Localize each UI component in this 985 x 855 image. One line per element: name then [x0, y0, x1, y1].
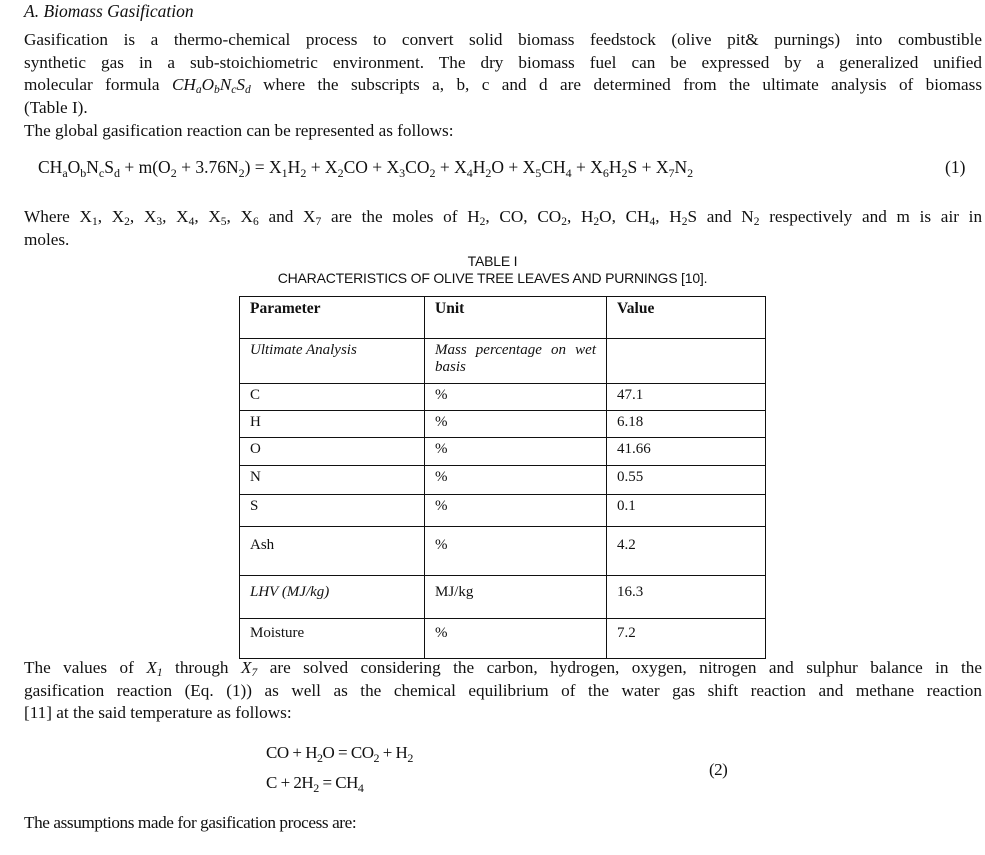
table-cell-parameter: C — [240, 384, 425, 411]
table-row — [240, 619, 766, 659]
table-cell-unit: MJ/kg — [425, 576, 607, 619]
table-row — [240, 576, 766, 619]
table-caption: CHARACTERISTICS OF OLIVE TREE LEAVES AND PURNINGS [10]. — [277, 270, 708, 286]
equation-2-methanation: $C + 2H_2 = CH_4$ — [266, 773, 364, 795]
table-cell-value: 16.3 — [607, 576, 766, 619]
equation-2-water-gas-shift: CO + $H_2O = CO_2 + H_2$ — [266, 743, 413, 765]
equation-2-number: (2) — [709, 760, 728, 779]
paragraph-assumptions: The assumptions made for gasification process are: — [24, 813, 357, 832]
table-cell-value: 41.66 — [607, 438, 766, 466]
table-row — [240, 411, 766, 438]
table-cell-parameter: LHV (MJ/kg) — [240, 576, 425, 619]
paragraph-line: Gasification is a thermo-chemical process to convert solid biomass feedstock (olive pit& purnings) into combustible — [24, 30, 982, 49]
table-cell-parameter: O — [240, 438, 425, 466]
table-cell-value: 4.2 — [607, 527, 766, 576]
table-subheader-row — [240, 339, 766, 384]
paragraph-line: moles. — [24, 229, 70, 249]
paragraph-line: gasification reaction (Eq. (1)) as well as the chemical equilibrium of the water gas shift reaction and methane reaction — [24, 680, 982, 700]
column-header-unit: Unit — [425, 297, 607, 339]
table-cell-unit: % — [425, 466, 607, 495]
table-title: TABLE I — [467, 253, 518, 269]
table-cell-value: 6.18 — [607, 411, 766, 438]
table-cell-unit: % — [425, 411, 607, 438]
paragraph-line: synthetic gas in a sub-stoichiometric environment. The dry biomass fuel can be expressed by a generalized unified — [24, 52, 982, 72]
table-cell-value: 0.1 — [607, 495, 766, 527]
table-cell-parameter: Ash — [240, 527, 425, 576]
table-cell-unit: % — [425, 438, 607, 466]
table-cell-parameter: Ultimate Analysis — [240, 339, 425, 384]
paragraph-line-formula: molecular formula $CH_aO_bN_cS_d$ where the subscripts a, b, c and d are determined from the ultimate analysis of biomass — [24, 75, 983, 96]
table-cell-value: 0.55 — [607, 466, 766, 495]
paragraph-line: Where $X_1$, $X_2$, $X_3$, $X_4$, $X_5$, $X_6$ and $X_7$ are the moles of $H_2$, CO, $CO_2$, $H_2O$, $CH_4$, $H_2S$ and $N_2$ respectively and m is air in — [24, 207, 983, 228]
table-row — [240, 495, 766, 527]
table-cell-parameter: N — [240, 466, 425, 495]
paragraph-solution-method — [24, 657, 982, 725]
table-cell-unit: % — [425, 527, 607, 576]
table-cell-value — [607, 339, 766, 384]
paragraph-gasification-intro — [24, 29, 982, 119]
equation-1: $CH_aO_bN_cS_d + m(O_2 + 3.76N_2) = X_1H_2 + X_2CO + X_3CO_2 + X_4H_2O + X_5CH_4 + X_6H_2S + X_7N_2$ — [38, 157, 694, 180]
table-row — [240, 438, 766, 466]
column-header-parameter: Parameter — [240, 297, 425, 339]
paragraph-line: (Table I). — [24, 97, 88, 117]
characteristics-table — [239, 296, 766, 659]
table-row — [240, 466, 766, 495]
equation-1-number: (1) — [945, 157, 966, 177]
column-header-value: Value — [607, 297, 766, 339]
paragraph-line: The values of $X_1$ through $X_7$ are solved considering the carbon, hydrogen, oxygen, nitrogen and sulphur balance in the — [24, 658, 982, 679]
table-cell-unit: Mass percentage on wet basis — [425, 339, 607, 384]
table-cell-parameter: H — [240, 411, 425, 438]
table-header-row — [240, 297, 766, 339]
table-cell-unit: % — [425, 619, 607, 659]
paragraph-global-reaction: The global gasification reaction can be represented as follows: — [24, 121, 454, 140]
table-cell-unit: % — [425, 384, 607, 411]
section-heading: A. Biomass Gasification — [24, 1, 194, 21]
table-row — [240, 384, 766, 411]
table-cell-value: 47.1 — [607, 384, 766, 411]
paragraph-variable-definitions — [24, 206, 982, 251]
table-cell-parameter: S — [240, 495, 425, 527]
table-cell-value: 7.2 — [607, 619, 766, 659]
table-row — [240, 527, 766, 576]
table-cell-parameter: Moisture — [240, 619, 425, 659]
paragraph-line: [11] at the said temperature as follows: — [24, 703, 292, 722]
inline-formula: $CH_aO_bN_cS_d$ — [171, 75, 251, 96]
table-cell-unit: % — [425, 495, 607, 527]
